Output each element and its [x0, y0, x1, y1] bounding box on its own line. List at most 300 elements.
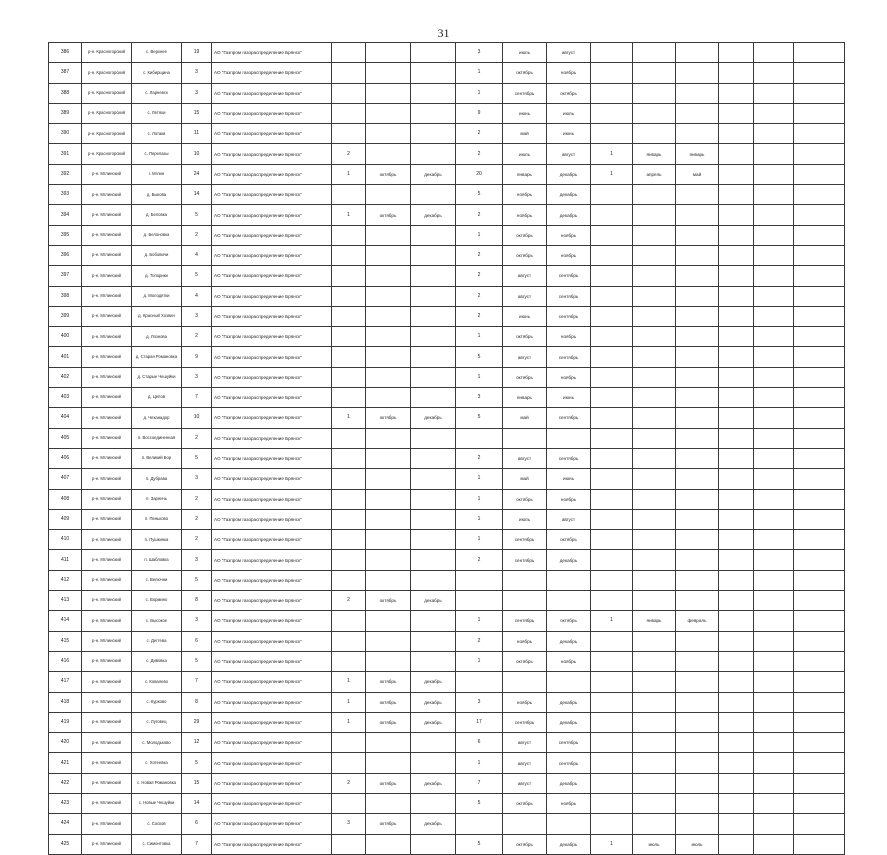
empty-cell — [719, 570, 754, 590]
empty-cell — [719, 651, 754, 671]
row-number: 407 — [49, 469, 82, 489]
empty-cell — [754, 530, 794, 550]
third-start-cell — [633, 428, 676, 448]
first-count-cell — [332, 367, 366, 387]
quantity-cell: 11 — [182, 124, 212, 144]
empty-cell — [794, 550, 845, 570]
quantity-cell: 5 — [182, 753, 212, 773]
organization-cell: АО "Газпром газораспределение Брянск" — [212, 692, 332, 712]
third-end-cell — [676, 591, 719, 611]
first-count-cell — [332, 428, 366, 448]
district-cell: р-н. Мглинский — [82, 834, 132, 854]
district-cell: р-н. Мглинский — [82, 489, 132, 509]
table-row — [49, 367, 845, 387]
district-cell: р-н. Красногорский — [82, 83, 132, 103]
settlement-cell: с. Ковалево — [132, 672, 182, 692]
second-start-cell: октябрь — [503, 651, 547, 671]
third-count-cell — [591, 814, 633, 834]
second-start-cell: январь — [503, 388, 547, 408]
table-row — [49, 834, 845, 854]
table-row — [49, 306, 845, 326]
second-start-cell: январь — [503, 164, 547, 184]
third-end-cell — [676, 550, 719, 570]
first-end-cell — [411, 306, 456, 326]
second-start-cell: сентябрь — [503, 550, 547, 570]
second-start-cell: сентябрь — [503, 611, 547, 631]
organization-cell: АО "Газпром газораспределение Брянск" — [212, 103, 332, 123]
first-start-cell — [366, 83, 411, 103]
third-start-cell — [633, 245, 676, 265]
second-start-cell: октябрь — [503, 225, 547, 245]
district-cell: р-н. Мглинский — [82, 550, 132, 570]
empty-cell — [794, 185, 845, 205]
empty-cell — [794, 530, 845, 550]
third-count-cell — [591, 388, 633, 408]
quantity-cell: 6 — [182, 631, 212, 651]
table-row — [49, 753, 845, 773]
third-end-cell — [676, 773, 719, 793]
third-count-cell — [591, 428, 633, 448]
row-number: 410 — [49, 530, 82, 550]
second-count-cell: 5 — [456, 185, 503, 205]
second-end-cell: октябрь — [547, 530, 591, 550]
third-end-cell — [676, 733, 719, 753]
empty-cell — [794, 83, 845, 103]
table-row — [49, 773, 845, 793]
row-number: 387 — [49, 63, 82, 83]
empty-cell — [794, 164, 845, 184]
first-count-cell — [332, 43, 366, 63]
organization-cell: АО "Газпром газораспределение Брянск" — [212, 469, 332, 489]
empty-cell — [754, 185, 794, 205]
third-count-cell: 1 — [591, 611, 633, 631]
second-count-cell: 3 — [456, 692, 503, 712]
first-start-cell: октябрь — [366, 205, 411, 225]
third-end-cell — [676, 327, 719, 347]
first-count-cell — [332, 347, 366, 367]
second-end-cell: июнь — [547, 124, 591, 144]
second-count-cell: 1 — [456, 367, 503, 387]
third-end-cell: январь — [676, 144, 719, 164]
third-count-cell — [591, 793, 633, 813]
organization-cell: АО "Газпром газораспределение Брянск" — [212, 550, 332, 570]
second-end-cell: октябрь — [547, 83, 591, 103]
empty-cell — [754, 408, 794, 428]
table-row — [49, 793, 845, 813]
second-start-cell: октябрь — [503, 793, 547, 813]
empty-cell — [719, 631, 754, 651]
quantity-cell: 3 — [182, 367, 212, 387]
third-count-cell — [591, 103, 633, 123]
organization-cell: АО "Газпром газораспределение Брянск" — [212, 408, 332, 428]
empty-cell — [719, 388, 754, 408]
settlement-cell: с. Лотаки — [132, 124, 182, 144]
district-cell: р-н. Мглинский — [82, 185, 132, 205]
second-count-cell: 1 — [456, 753, 503, 773]
empty-cell — [754, 550, 794, 570]
empty-cell — [719, 793, 754, 813]
first-count-cell — [332, 793, 366, 813]
first-end-cell — [411, 266, 456, 286]
district-cell: р-н. Мглинский — [82, 773, 132, 793]
second-count-cell: 2 — [456, 631, 503, 651]
empty-cell — [719, 124, 754, 144]
first-count-cell — [332, 753, 366, 773]
empty-cell — [754, 103, 794, 123]
second-end-cell: декабрь — [547, 205, 591, 225]
second-count-cell: 3 — [456, 43, 503, 63]
third-count-cell — [591, 124, 633, 144]
second-start-cell: октябрь — [503, 834, 547, 854]
second-start-cell: август — [503, 286, 547, 306]
second-count-cell: 1 — [456, 509, 503, 529]
empty-cell — [719, 448, 754, 468]
third-start-cell — [633, 103, 676, 123]
organization-cell: АО "Газпром газораспределение Брянск" — [212, 428, 332, 448]
third-start-cell — [633, 448, 676, 468]
settlement-cell: г. Мглин — [132, 164, 182, 184]
third-start-cell: апрель — [633, 164, 676, 184]
district-cell: р-н. Мглинский — [82, 793, 132, 813]
empty-cell — [754, 428, 794, 448]
empty-cell — [719, 83, 754, 103]
first-start-cell: октябрь — [366, 814, 411, 834]
first-count-cell — [332, 530, 366, 550]
empty-cell — [754, 306, 794, 326]
third-start-cell — [633, 63, 676, 83]
first-count-cell — [332, 651, 366, 671]
first-count-cell: 1 — [332, 205, 366, 225]
row-number: 414 — [49, 611, 82, 631]
third-start-cell — [633, 124, 676, 144]
settlement-cell: д. Белоновка — [132, 225, 182, 245]
row-number: 398 — [49, 286, 82, 306]
quantity-cell: 14 — [182, 793, 212, 813]
table-row — [49, 327, 845, 347]
second-start-cell: май — [503, 124, 547, 144]
empty-cell — [754, 367, 794, 387]
empty-cell — [754, 672, 794, 692]
third-end-cell — [676, 185, 719, 205]
organization-cell: АО "Газпром газораспределение Брянск" — [212, 530, 332, 550]
second-end-cell — [547, 814, 591, 834]
second-start-cell — [503, 428, 547, 448]
empty-cell — [719, 489, 754, 509]
second-end-cell: ноябрь — [547, 489, 591, 509]
first-end-cell — [411, 185, 456, 205]
empty-cell — [754, 327, 794, 347]
first-end-cell — [411, 83, 456, 103]
second-end-cell — [547, 570, 591, 590]
row-number: 425 — [49, 834, 82, 854]
table-row — [49, 428, 845, 448]
first-count-cell — [332, 448, 366, 468]
district-cell: р-н. Мглинский — [82, 245, 132, 265]
organization-cell: АО "Газпром газораспределение Брянск" — [212, 225, 332, 245]
empty-cell — [754, 773, 794, 793]
first-end-cell — [411, 570, 456, 590]
third-start-cell — [633, 347, 676, 367]
table-row — [49, 43, 845, 63]
district-cell: р-н. Мглинский — [82, 306, 132, 326]
district-cell: р-н. Красногорский — [82, 43, 132, 63]
second-count-cell: 5 — [456, 347, 503, 367]
empty-cell — [794, 469, 845, 489]
empty-cell — [754, 144, 794, 164]
third-end-cell — [676, 469, 719, 489]
district-cell: р-н. Мглинский — [82, 286, 132, 306]
second-start-cell: июль — [503, 509, 547, 529]
organization-cell: АО "Газпром газораспределение Брянск" — [212, 509, 332, 529]
first-start-cell: октябрь — [366, 408, 411, 428]
first-start-cell — [366, 489, 411, 509]
third-count-cell — [591, 712, 633, 732]
third-start-cell — [633, 733, 676, 753]
third-count-cell — [591, 225, 633, 245]
first-start-cell — [366, 347, 411, 367]
third-count-cell — [591, 550, 633, 570]
quantity-cell: 5 — [182, 205, 212, 225]
third-start-cell — [633, 773, 676, 793]
first-end-cell: декабрь — [411, 408, 456, 428]
first-start-cell: октябрь — [366, 712, 411, 732]
first-start-cell — [366, 286, 411, 306]
organization-cell: АО "Газпром газораспределение Брянск" — [212, 672, 332, 692]
second-count-cell: 1 — [456, 83, 503, 103]
row-number: 392 — [49, 164, 82, 184]
third-start-cell — [633, 286, 676, 306]
third-count-cell — [591, 408, 633, 428]
third-start-cell — [633, 266, 676, 286]
second-end-cell: сентябрь — [547, 733, 591, 753]
row-number: 396 — [49, 245, 82, 265]
empty-cell — [794, 448, 845, 468]
settlement-cell: с. Дивовка — [132, 651, 182, 671]
first-count-cell — [332, 469, 366, 489]
table-row — [49, 631, 845, 651]
second-end-cell: сентябрь — [547, 347, 591, 367]
first-count-cell — [332, 83, 366, 103]
row-number: 422 — [49, 773, 82, 793]
second-count-cell — [456, 591, 503, 611]
table-row — [49, 63, 845, 83]
empty-cell — [719, 306, 754, 326]
second-count-cell: 5 — [456, 408, 503, 428]
district-cell: р-н. Мглинский — [82, 712, 132, 732]
third-start-cell — [633, 43, 676, 63]
third-count-cell: 1 — [591, 144, 633, 164]
empty-cell — [754, 266, 794, 286]
first-end-cell — [411, 448, 456, 468]
second-end-cell — [547, 591, 591, 611]
empty-cell — [794, 43, 845, 63]
row-number: 408 — [49, 489, 82, 509]
settlement-cell: с. Ларневск — [132, 83, 182, 103]
first-count-cell — [332, 266, 366, 286]
quantity-cell: 8 — [182, 591, 212, 611]
third-start-cell — [633, 367, 676, 387]
settlement-cell: п. Великий Бор — [132, 448, 182, 468]
table-row — [49, 408, 845, 428]
row-number: 391 — [49, 144, 82, 164]
second-count-cell — [456, 428, 503, 448]
second-end-cell: сентябрь — [547, 286, 591, 306]
empty-cell — [794, 347, 845, 367]
district-cell: р-н. Мглинский — [82, 428, 132, 448]
first-end-cell — [411, 793, 456, 813]
row-number: 395 — [49, 225, 82, 245]
district-cell: р-н. Мглинский — [82, 611, 132, 631]
page-number: 31 — [437, 26, 450, 40]
table-row — [49, 448, 845, 468]
empty-cell — [719, 428, 754, 448]
first-end-cell — [411, 428, 456, 448]
second-count-cell: 2 — [456, 205, 503, 225]
settlement-cell: с. Хотеевка — [132, 753, 182, 773]
second-count-cell: 2 — [456, 286, 503, 306]
second-count-cell — [456, 570, 503, 590]
first-end-cell: декабрь — [411, 814, 456, 834]
settlement-cell: д. Беловка — [132, 205, 182, 225]
row-number: 417 — [49, 672, 82, 692]
organization-cell: АО "Газпром газораспределение Брянск" — [212, 631, 332, 651]
row-number: 415 — [49, 631, 82, 651]
first-start-cell — [366, 225, 411, 245]
organization-cell: АО "Газпром газораспределение Брянск" — [212, 306, 332, 326]
second-start-cell: октябрь — [503, 327, 547, 347]
empty-cell — [794, 611, 845, 631]
organization-cell: АО "Газпром газораспределение Брянск" — [212, 448, 332, 468]
third-count-cell — [591, 347, 633, 367]
first-end-cell — [411, 103, 456, 123]
row-number: 412 — [49, 570, 82, 590]
row-number: 416 — [49, 651, 82, 671]
empty-cell — [794, 712, 845, 732]
second-start-cell — [503, 591, 547, 611]
empty-cell — [794, 245, 845, 265]
empty-cell — [794, 408, 845, 428]
quantity-cell: 2 — [182, 489, 212, 509]
organization-cell: АО "Газпром газораспределение Брянск" — [212, 651, 332, 671]
quantity-cell: 14 — [182, 185, 212, 205]
second-start-cell: июль — [503, 43, 547, 63]
organization-cell: АО "Газпром газораспределение Брянск" — [212, 205, 332, 225]
settlement-cell: с. Велючни — [132, 570, 182, 590]
quantity-cell: 15 — [182, 103, 212, 123]
empty-cell — [794, 814, 845, 834]
quantity-cell: 3 — [182, 63, 212, 83]
first-start-cell — [366, 428, 411, 448]
district-cell: р-н. Мглинский — [82, 225, 132, 245]
settlement-cell: п. Зарничь — [132, 489, 182, 509]
first-start-cell — [366, 367, 411, 387]
empty-cell — [794, 225, 845, 245]
row-number: 388 — [49, 83, 82, 103]
third-count-cell — [591, 651, 633, 671]
empty-cell — [794, 124, 845, 144]
second-start-cell: август — [503, 448, 547, 468]
first-count-cell — [332, 550, 366, 570]
table-row — [49, 469, 845, 489]
first-end-cell — [411, 469, 456, 489]
second-start-cell: сентябрь — [503, 83, 547, 103]
settlement-cell: д. Старая Романовка — [132, 347, 182, 367]
third-end-cell — [676, 489, 719, 509]
third-count-cell — [591, 570, 633, 590]
second-count-cell: 1 — [456, 225, 503, 245]
empty-cell — [719, 469, 754, 489]
empty-cell — [794, 367, 845, 387]
first-start-cell — [366, 448, 411, 468]
third-end-cell: февраль — [676, 611, 719, 631]
third-start-cell — [633, 550, 676, 570]
third-count-cell — [591, 753, 633, 773]
first-count-cell — [332, 185, 366, 205]
empty-cell — [719, 408, 754, 428]
organization-cell: АО "Газпром газораспределение Брянск" — [212, 489, 332, 509]
first-end-cell — [411, 388, 456, 408]
third-start-cell — [633, 408, 676, 428]
empty-cell — [794, 753, 845, 773]
row-number: 386 — [49, 43, 82, 63]
table-row — [49, 124, 845, 144]
second-count-cell: 2 — [456, 144, 503, 164]
empty-cell — [794, 733, 845, 753]
row-number: 401 — [49, 347, 82, 367]
empty-cell — [719, 266, 754, 286]
table-row — [49, 388, 845, 408]
first-count-cell — [332, 103, 366, 123]
second-end-cell: ноябрь — [547, 367, 591, 387]
first-count-cell — [332, 611, 366, 631]
empty-cell — [719, 245, 754, 265]
first-end-cell — [411, 733, 456, 753]
first-end-cell — [411, 245, 456, 265]
settlement-cell: с. Перелазы — [132, 144, 182, 164]
empty-cell — [719, 611, 754, 631]
empty-cell — [794, 63, 845, 83]
empty-cell — [754, 83, 794, 103]
second-end-cell: июль — [547, 103, 591, 123]
first-start-cell — [366, 550, 411, 570]
first-start-cell — [366, 144, 411, 164]
empty-cell — [754, 753, 794, 773]
first-start-cell: октябрь — [366, 591, 411, 611]
third-count-cell — [591, 185, 633, 205]
organization-cell: АО "Газпром газораспределение Брянск" — [212, 773, 332, 793]
quantity-cell: 29 — [182, 712, 212, 732]
second-end-cell: декабрь — [547, 550, 591, 570]
second-count-cell — [456, 814, 503, 834]
second-end-cell: декабрь — [547, 712, 591, 732]
first-count-cell: 1 — [332, 164, 366, 184]
empty-cell — [754, 570, 794, 590]
second-count-cell: 7 — [456, 773, 503, 793]
row-number: 406 — [49, 448, 82, 468]
quantity-cell: 7 — [182, 388, 212, 408]
empty-cell — [719, 185, 754, 205]
empty-cell — [794, 672, 845, 692]
first-end-cell — [411, 43, 456, 63]
organization-cell: АО "Газпром газораспределение Брянск" — [212, 63, 332, 83]
second-end-cell: ноябрь — [547, 225, 591, 245]
organization-cell: АО "Газпром газораспределение Брянск" — [212, 144, 332, 164]
first-start-cell — [366, 469, 411, 489]
second-end-cell: июнь — [547, 469, 591, 489]
third-count-cell — [591, 306, 633, 326]
district-cell: р-н. Мглинский — [82, 448, 132, 468]
empty-cell — [794, 428, 845, 448]
